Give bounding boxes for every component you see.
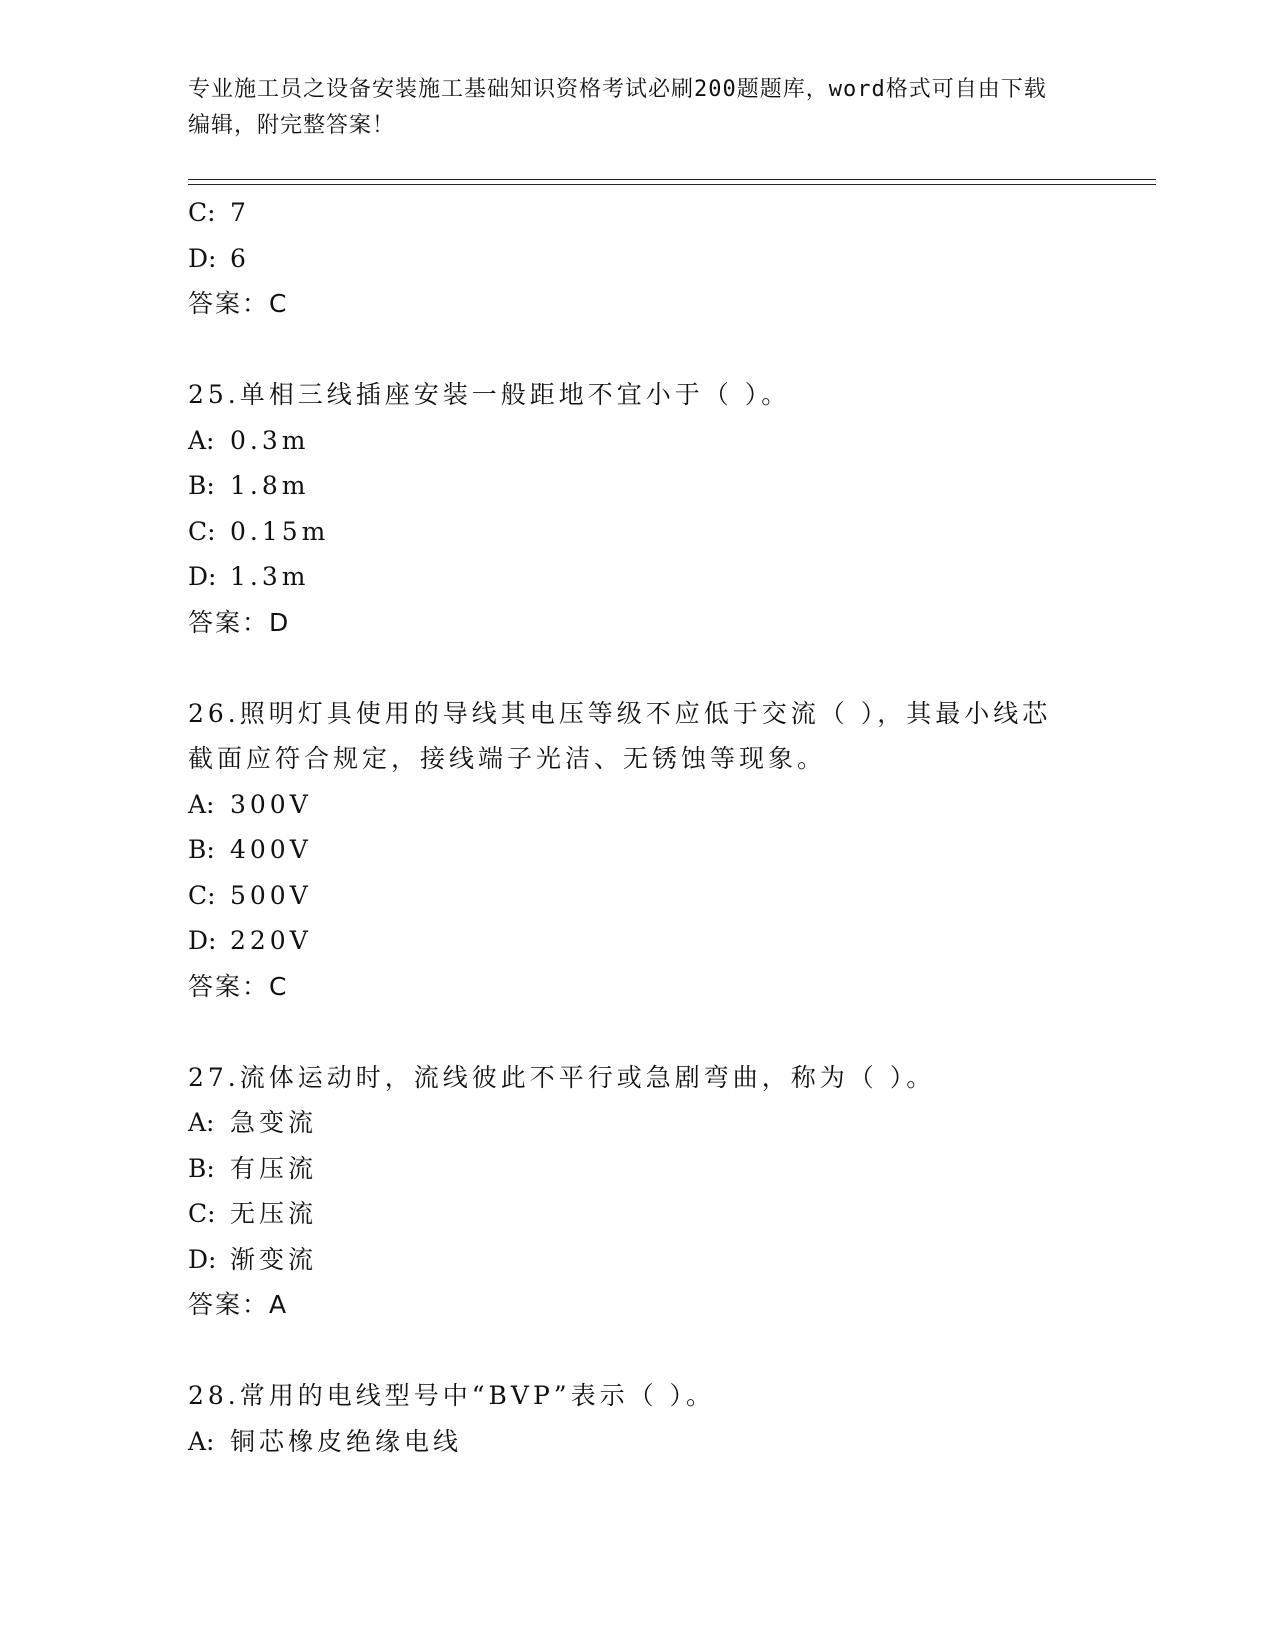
question-text: 28.常用的电线型号中“BVP”表示（ ）。	[188, 1381, 716, 1410]
answer-line: 答案：C	[188, 289, 289, 318]
question-block-26	[188, 691, 1088, 1010]
option-line	[188, 918, 1088, 964]
option-text: 铜芯橡皮绝缘电线	[230, 1426, 463, 1456]
spacer	[188, 1009, 1088, 1055]
spacer	[188, 1328, 1088, 1374]
option-line	[188, 873, 1088, 919]
option-label: C:	[188, 880, 216, 910]
option-line	[188, 1146, 1088, 1192]
option-line	[188, 1100, 1088, 1146]
option-line	[188, 509, 1088, 555]
option-label: C:	[188, 1199, 216, 1228]
question-list	[188, 190, 1088, 1464]
option-text: 6	[230, 243, 250, 273]
option-label: A:	[188, 1108, 215, 1137]
option-text: 1.3m	[230, 562, 310, 591]
option-label: C:	[188, 516, 216, 546]
option-label: B:	[188, 835, 215, 864]
option-text: 500V	[230, 880, 312, 910]
option-label: B:	[188, 471, 215, 500]
option-text: 1.8m	[230, 471, 310, 500]
option-label: D:	[188, 1244, 217, 1274]
question-text: 27.流体运动时，流线彼此不平行或急剧弯曲，称为（ ）。	[188, 1062, 936, 1092]
option-text: 0.15m	[230, 516, 330, 546]
question-block-28	[188, 1373, 1088, 1464]
header-rule-top	[188, 179, 1156, 180]
option-line	[188, 1191, 1088, 1237]
option-text: 220V	[230, 926, 312, 955]
option-line	[188, 554, 1088, 600]
document-header: 专业施工员之设备安装施工基础知识资格考试必刷200题题库，word格式可自由下载编辑，附完整答案！	[188, 77, 1047, 138]
answer-line: 答案：D	[188, 607, 291, 637]
question-block-prev	[188, 190, 1088, 327]
option-line	[188, 827, 1088, 873]
answer-line: 答案：C	[188, 971, 289, 1001]
question-block-25	[188, 372, 1088, 645]
option-line	[188, 190, 1088, 236]
option-line	[188, 418, 1088, 464]
option-text: 有压流	[230, 1153, 318, 1183]
option-label: B:	[188, 1153, 215, 1183]
option-text: 急变流	[230, 1108, 318, 1137]
spacer	[188, 327, 1088, 373]
header-rule-bottom	[188, 184, 1156, 185]
option-line	[188, 782, 1088, 828]
option-text: 300V	[230, 789, 312, 819]
option-line	[188, 236, 1088, 282]
option-text: 0.3m	[230, 425, 310, 455]
option-line	[188, 1237, 1088, 1283]
option-label: A:	[188, 789, 215, 819]
option-line	[188, 463, 1088, 509]
option-label: C:	[188, 198, 216, 227]
option-label: D:	[188, 243, 217, 273]
question-block-27	[188, 1055, 1088, 1328]
question-text: 26.照明灯具使用的导线其电压等级不应低于交流（ ），其最小线芯	[188, 698, 1052, 728]
option-text: 7	[230, 198, 250, 227]
option-text: 400V	[230, 835, 312, 864]
option-label: D:	[188, 926, 217, 955]
option-label: A:	[188, 1426, 215, 1456]
question-text: 25.单相三线插座安装一般距地不宜小于（ ）。	[188, 380, 791, 409]
spacer	[188, 645, 1088, 691]
option-label: D:	[188, 562, 217, 591]
option-line	[188, 1419, 1088, 1465]
option-label: A:	[188, 425, 215, 455]
option-text: 渐变流	[230, 1244, 318, 1274]
answer-line: 答案：A	[188, 1290, 289, 1319]
question-text-continued: 截面应符合规定，接线端子光洁、无锈蚀等现象。	[188, 744, 827, 773]
option-text: 无压流	[230, 1199, 318, 1228]
